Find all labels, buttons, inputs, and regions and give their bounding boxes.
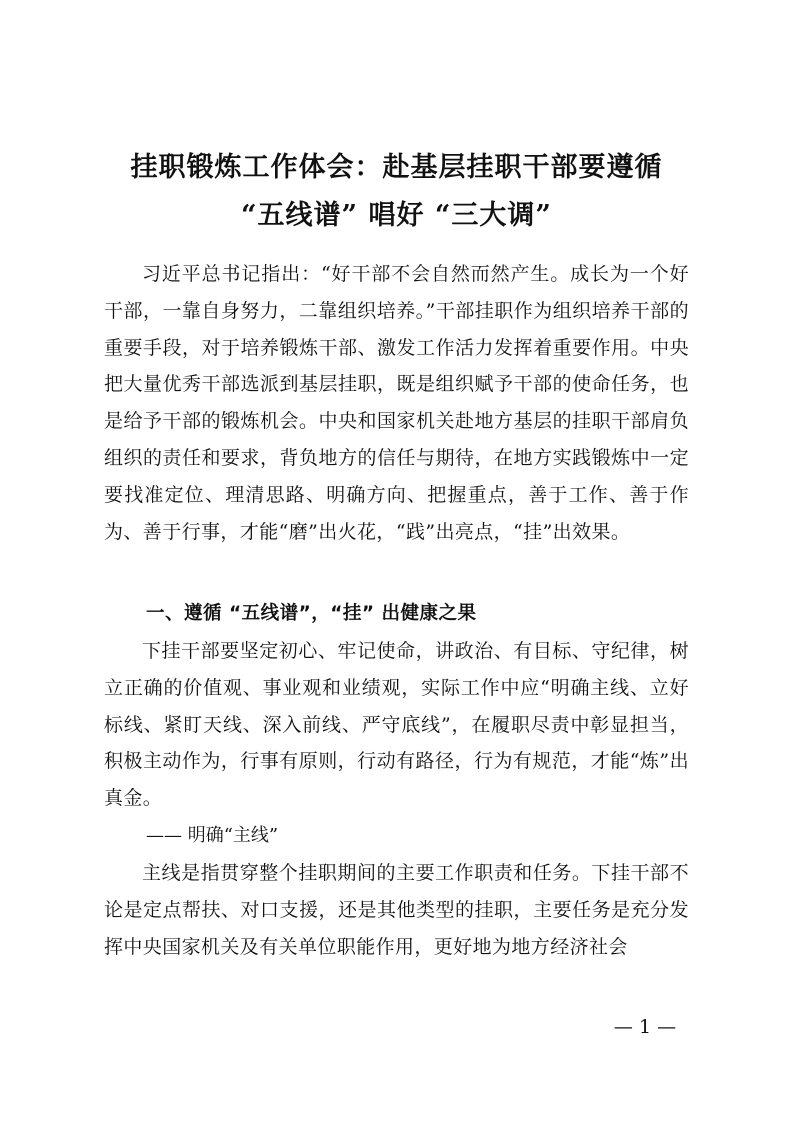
page-number: — 1 — [613,1016,677,1038]
subsection-1-heading: —— 明确“主线” [146,825,279,846]
document-title-line-2: “五线谱” 唱好 “三大调” [241,200,552,231]
subsection-1-paragraph: 主线是指贯穿整个挂职期间的主要工作职责和任务。下挂干部不论是定点帮扶、对口支援，还是其他类型的挂职，主要任务是充分发挥中央国家机关及有关单位职能作用，更好地为地方经济社会 [104,862,689,958]
document-title-line-1: 挂职锻炼工作体会：赴基层挂职干部要遵循 [130,152,663,183]
intro-paragraph: 习近平总书记指出：“好干部不会自然而然产生。成长为一个好干部，一靠自身努力，二靠组织培养。”干部挂职作为组织培养干部的重要手段，对于培养锻炼干部、激发工作活力发挥着重要作用。中央把大量优秀干部选派到基层挂职，既是组织赋予干部的使命任务，也是给予干部的锻炼机会。中央和国家机关赴地方基层的挂职干部肩负组织的责任和要求，背负地方的信任与期待，在地方实践锻炼中一定要找准定位、理清思路、明确方向、把握重点，善于工作、善于作为、善于行事，才能“磨”出火花，“践”出亮点，“挂”出效果。 [104,263,689,543]
section-1-heading: 一、遵循 “五线谱”，“挂” 出健康之果 [146,603,477,624]
section-1-paragraph: 下挂干部要坚定初心、牢记使命，讲政治、有目标、守纪律，树立正确的价值观、事业观和业绩观，实际工作中应“明确主线、立好标线、紧盯天线、深入前线、严守底线”，在履职尽责中彰显担当，积极主动作为，行事有原则，行动有路径，行为有规范，才能“炼”出真金。 [104,640,689,810]
